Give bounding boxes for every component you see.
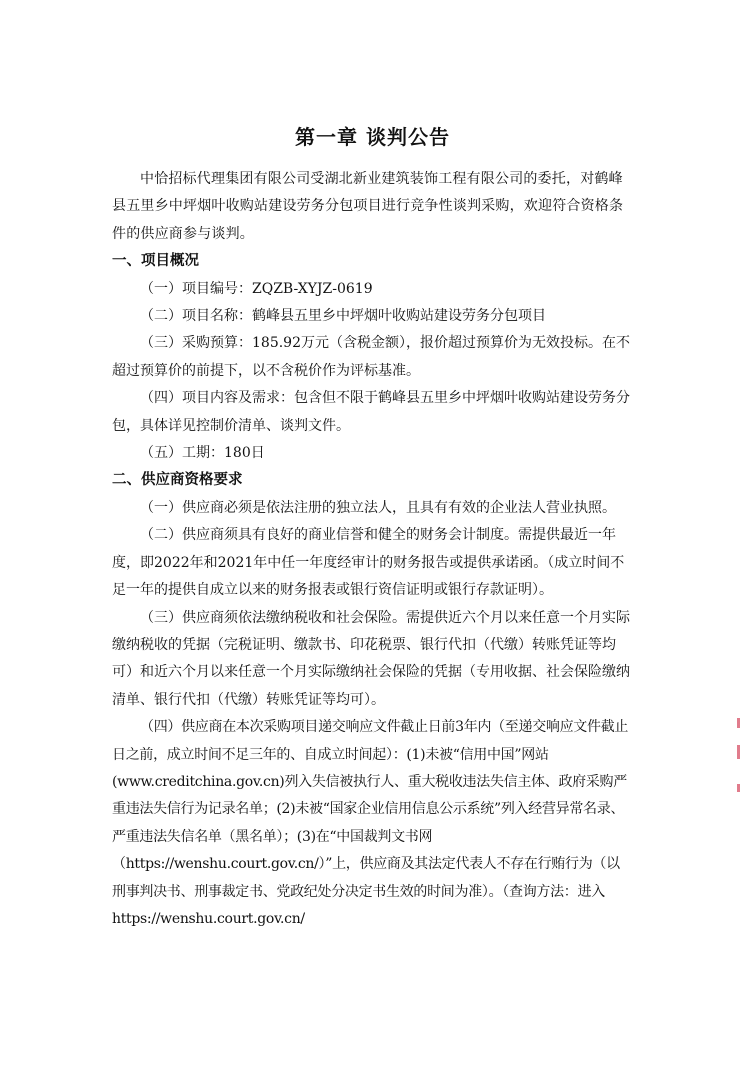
- qualification-item-2: （二）供应商须具有良好的商业信誉和健全的财务会计制度。需提供最近一年度，即2022年和2021年中任一年度经审计的财务报告或提供承诺函。（成立时间不足一年的提供自成立以来的财务报表或银行资信证明或银行存款证明）。: [112, 527, 625, 599]
- overview-item-number: （一）项目编号：ZQZB-XYJZ-0619: [140, 280, 373, 297]
- edge-stamp-mark: [737, 784, 740, 792]
- section-heading-overview: 一、项目概况: [112, 253, 199, 270]
- page-title: 第一章 谈判公告: [295, 125, 450, 149]
- qualification-item-1: （一）供应商必须是依法注册的独立法人，且具有有效的企业法人营业执照。: [140, 499, 616, 516]
- edge-stamp-mark: [737, 745, 740, 759]
- edge-stamp-mark: [737, 718, 740, 728]
- intro-paragraph: 中恰招标代理集团有限公司受湖北新业建筑装饰工程有限公司的委托，对鹤峰县五里乡中坪烟叶收购站建设劳务分包项目进行竞争性谈判采购，欢迎符合资格条件的供应商参与谈判。: [112, 171, 624, 242]
- qualification-item-4: （四）供应商在本次采购项目递交响应文件截止日前3年内（至递交响应文件截止日之前，成立时间不足三年的、自成立时间起）：(1)未被“信用中国”网站(www.creditchina.gov.cn)列入失信被执行人、重大税收违法失信主体、政府采购严重违法失信行为记录名单；(2)未被“国家企业信用信息公示系统”列入经营异常名录、严重违法失信名单（黑名单）；(3)在“中国裁判文书网（https://wenshu.court.gov.cn/）”上，供应商及其法定代表人不存在行贿行为（以刑事判决书、刑事裁定书、党政纪处分决定书生效的时间为准）。（查询方法：进入https://wenshu.court.gov.cn/: [112, 719, 629, 927]
- overview-item-duration: （五）工期：180日: [140, 445, 265, 462]
- document-body: [112, 166, 632, 933]
- overview-item-content: （四）项目内容及需求：包含但不限于鹤峰县五里乡中坪烟叶收购站建设劳务分包，具体详见控制价清单、谈判文件。: [112, 390, 630, 434]
- qualification-item-3: （三）供应商须依法缴纳税收和社会保险。需提供近六个月以来任意一个月实际缴纳税收的凭据（完税证明、缴款书、印花税票、银行代扣（代缴）转账凭证等均可）和近六个月以来任意一个月实际缴纳社会保险的凭据（专用收据、社会保险缴纳清单、银行代扣（代缴）转账凭证等均可）。: [112, 609, 630, 708]
- section-heading-qualification: 二、供应商资格要求: [112, 472, 243, 489]
- overview-item-budget: （三）采购预算：185.92万元（含税金额），报价超过预算价为无效投标。在不超过预算价的前提下，以不含税价作为评标基准。: [112, 335, 630, 379]
- overview-item-name: （二）项目名称：鹤峰县五里乡中坪烟叶收购站建设劳务分包项目: [140, 308, 546, 325]
